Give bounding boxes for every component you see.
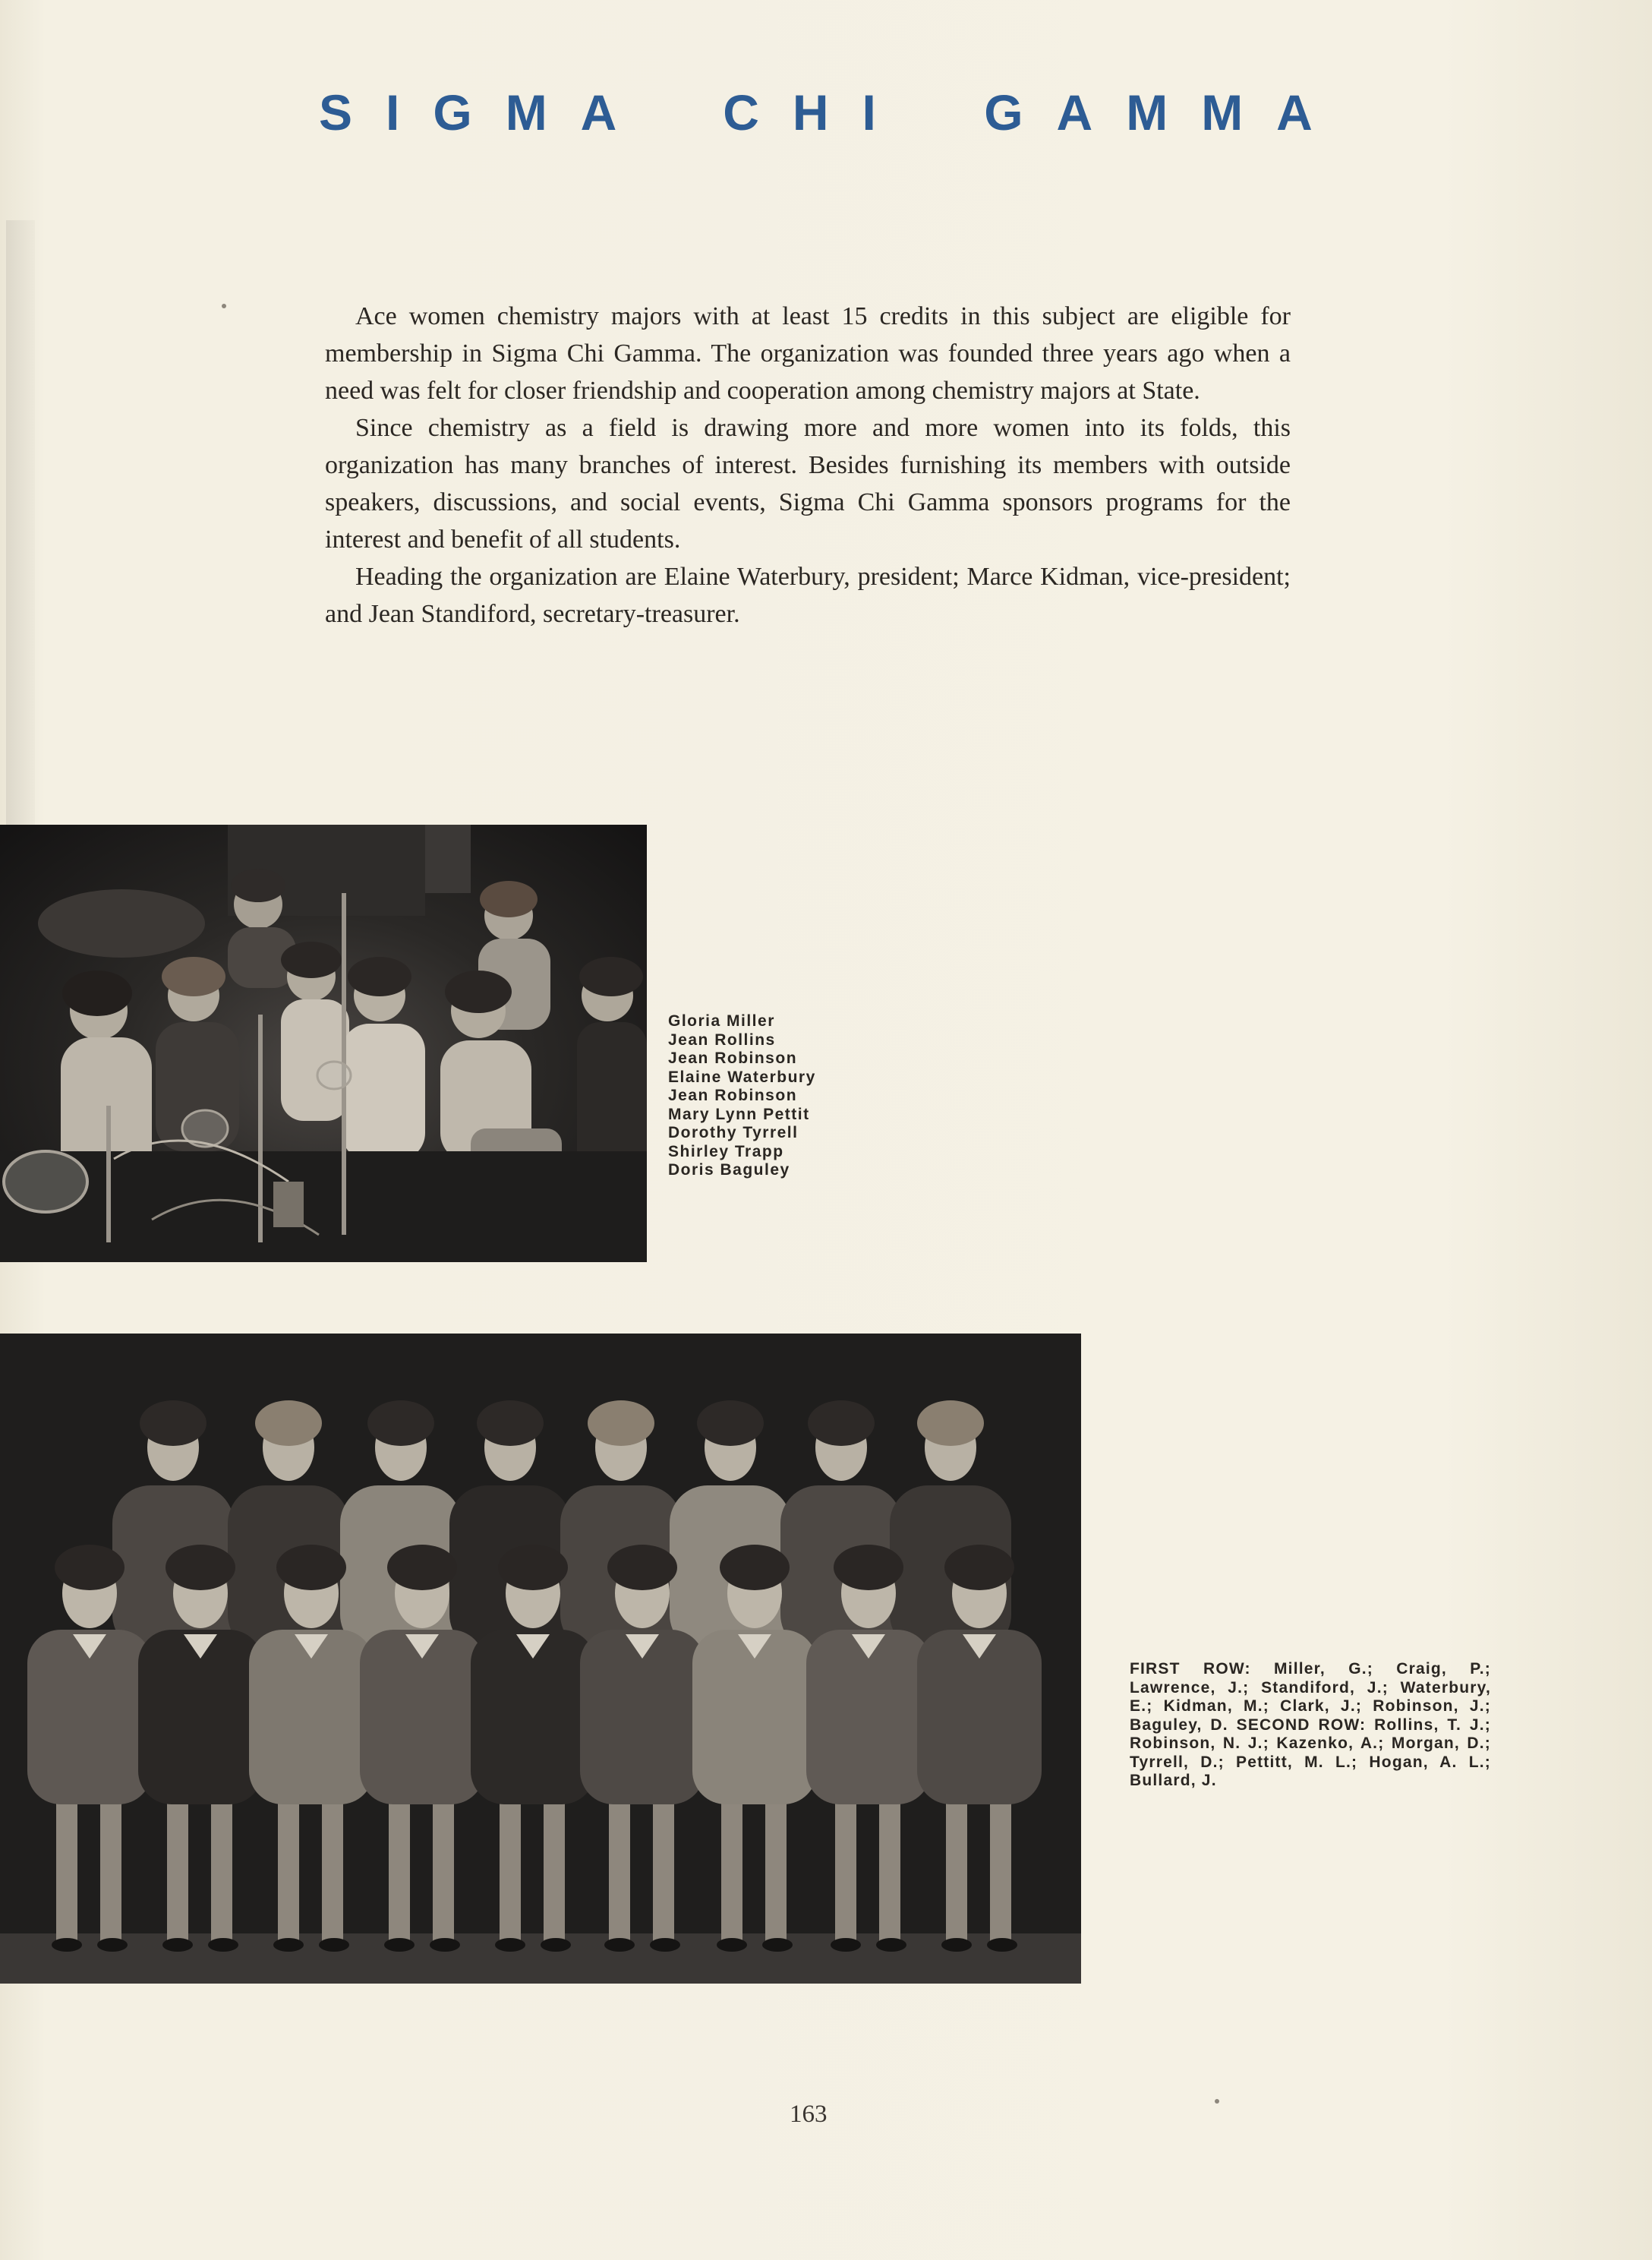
page-number: 163 xyxy=(790,2101,828,2128)
binding-shadow xyxy=(6,220,35,828)
lab-figure xyxy=(342,957,425,1160)
group-photo-caption: FIRST ROW: Miller, G.; Craig, P.; Lawrence, J.; Standiford, J.; Waterbury, E.; Kidman, M.; Clark, J.; Robinson, J.; Baguley, D. SECOND ROW: Rollins, T. J.; Robinson, N. J.; Kazenko, A.; Morgan, D.; Tyrrell, D.; Pettitt, M. L.; Hogan, A. L.; Bullard, J. xyxy=(1130,1660,1491,1789)
caption-name: Jean Rollins xyxy=(668,1031,776,1049)
group-photo xyxy=(0,1334,1081,1984)
lab-photo-caption xyxy=(668,1012,816,1180)
paragraph-2: Since chemistry as a field is drawing more and more women into its folds, this organization has many branches of interest. Besides furnishing its members with outside speakers, discussions, and social events, Sigma Chi Gamma sponsors programs for the interest and benefit of all students. xyxy=(325,414,1291,554)
caption-name: Jean Robinson xyxy=(668,1050,798,1067)
paragraph-1: Ace women chemistry majors with at least 15 credits in this subject are eligible for membership in Sigma Chi Gamma. The organization was founded three years ago when a need was felt for closer friendship and cooperation among chemistry majors at State. xyxy=(325,302,1291,405)
caption-name: Gloria Miller xyxy=(668,1012,775,1030)
lab-photo xyxy=(0,825,647,1262)
paper-speck xyxy=(1215,2099,1219,2104)
caption-name: Shirley Trapp xyxy=(668,1142,784,1160)
lab-figure xyxy=(281,942,349,1121)
lab-figure xyxy=(577,957,647,1174)
body-text xyxy=(325,298,1291,633)
caption-name: Dorothy Tyrrell xyxy=(668,1124,799,1141)
paper-speck xyxy=(222,304,226,308)
caption-name: Doris Baguley xyxy=(668,1161,790,1179)
group-photo-illustration xyxy=(0,1334,1081,1984)
caption-name: Jean Robinson xyxy=(668,1087,798,1104)
lab-photo-illustration xyxy=(0,825,647,1262)
page-title: SIGMA CHI GAMMA xyxy=(319,84,1346,140)
caption-name: Elaine Waterbury xyxy=(668,1068,816,1086)
paragraph-3: Heading the organization are Elaine Waterbury, president; Marce Kidman, vice-president; and Jean Standiford, secretary-treasurer. xyxy=(325,563,1291,628)
caption-name: Mary Lynn Pettit xyxy=(668,1105,810,1123)
